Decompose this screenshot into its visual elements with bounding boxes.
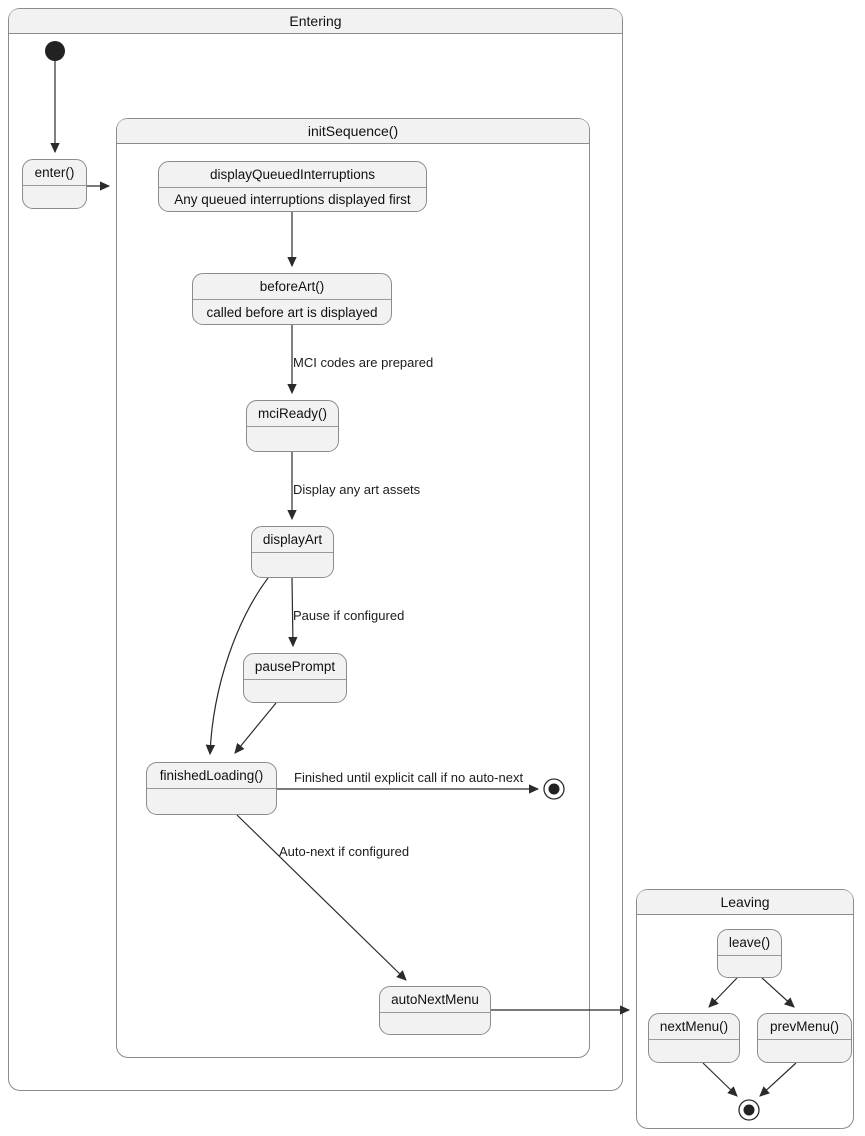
- composite-state-entering-title: Entering: [289, 13, 342, 29]
- state-pauseprompt-title: pausePrompt: [244, 654, 346, 680]
- state-finishedloading-title: finishedLoading(): [147, 763, 276, 789]
- state-leave-title: leave(): [718, 930, 781, 956]
- edge-label-art-assets: Display any art assets: [293, 482, 421, 497]
- state-enter: [22, 159, 87, 209]
- state-displayart-body: [252, 553, 333, 577]
- state-finishedloading-body: [147, 789, 276, 814]
- state-pauseprompt-body: [244, 680, 346, 702]
- composite-state-leaving-header: [637, 890, 853, 915]
- state-autonextmenu-body: [380, 1013, 490, 1034]
- state-finishedloading: [146, 762, 277, 815]
- state-prevmenu-title: prevMenu(): [758, 1014, 851, 1040]
- state-prevmenu: [757, 1013, 852, 1063]
- state-prevmenu-body: [758, 1040, 851, 1062]
- state-mciready-title: mciReady(): [247, 401, 338, 427]
- state-autonextmenu: [379, 986, 491, 1035]
- state-displayart: [251, 526, 334, 578]
- state-enter-body: [23, 186, 86, 208]
- edge-label-pause: Pause if configured: [293, 608, 405, 623]
- state-leave: [717, 929, 782, 978]
- composite-state-entering-header: [9, 9, 622, 34]
- state-nextmenu: [648, 1013, 740, 1063]
- composite-state-leaving: [636, 889, 854, 1129]
- composite-state-initsequence: [116, 118, 590, 1058]
- edge-label-mci-codes: MCI codes are prepared: [293, 355, 434, 370]
- state-displayqueuedinterruptions-title: displayQueuedInterruptions: [159, 162, 426, 188]
- state-enter-title: enter(): [23, 160, 86, 186]
- edge-label-finished: Finished until explicit call if no auto-next: [294, 770, 524, 785]
- state-mciready: [246, 400, 339, 452]
- composite-state-initsequence-title: initSequence(): [307, 123, 399, 139]
- composite-state-initsequence-header: [117, 119, 589, 144]
- state-displayqueuedinterruptions-body: Any queued interruptions displayed first: [174, 192, 411, 207]
- state-autonextmenu-title: autoNextMenu: [380, 987, 490, 1013]
- state-mciready-body: [247, 427, 338, 451]
- edge-label-auto-next: Auto-next if configured: [279, 844, 410, 859]
- state-beforeart-title: beforeArt(): [193, 274, 391, 300]
- state-nextmenu-body: [649, 1040, 739, 1062]
- state-leave-body: [718, 956, 781, 977]
- state-nextmenu-title: nextMenu(): [649, 1014, 739, 1040]
- composite-state-leaving-title: Leaving: [720, 894, 770, 910]
- state-pauseprompt: [243, 653, 347, 703]
- state-beforeart: [192, 273, 392, 325]
- state-displayqueuedinterruptions: [158, 161, 427, 212]
- state-displayart-title: displayArt: [252, 527, 333, 553]
- state-beforeart-body: called before art is displayed: [206, 304, 378, 320]
